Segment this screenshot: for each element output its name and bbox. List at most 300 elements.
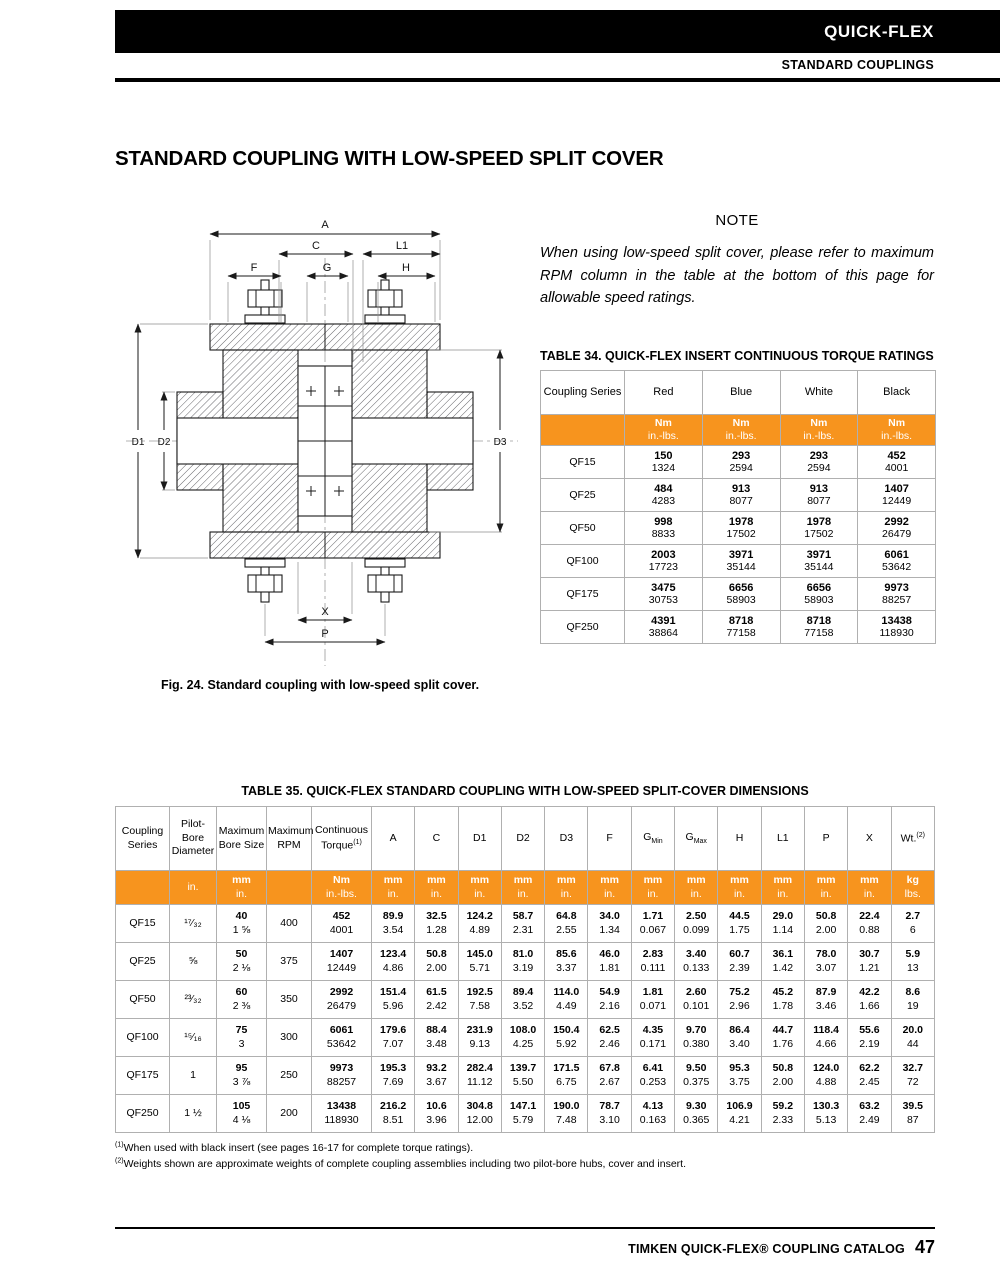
dimension-cell: [891, 1019, 934, 1057]
torque-cell: [858, 545, 936, 578]
unit-nm: Nm: [654, 417, 672, 429]
column-header-black: Black: [858, 371, 936, 415]
value-bottom: 4.25: [512, 1037, 534, 1050]
value-bottom: 2 ⅜: [232, 999, 251, 1012]
value-top: 42.2: [859, 985, 880, 998]
value-top: 171.5: [553, 1061, 580, 1074]
pilot-bore-cell: ²³⁄₃₂: [170, 981, 217, 1019]
unit-cell: [372, 871, 415, 905]
value-top: 22.4: [859, 909, 880, 922]
note-text: When using low-speed split cover, please refer to maximum RPM column in the table at the bottom of this page for allowable speed ratings.: [540, 245, 934, 307]
dimension-cell: [458, 905, 501, 943]
value-top: 150.4: [553, 1023, 580, 1036]
dimension-cell: [675, 943, 718, 981]
value-top: 216.2: [380, 1099, 407, 1112]
value-top: 63.2: [859, 1099, 880, 1112]
dimension-cell: [631, 1019, 674, 1057]
value-top: 8718: [806, 615, 832, 628]
bolt-washer: [365, 315, 405, 323]
value-bottom: 3.07: [815, 961, 837, 974]
value-bottom: 2.46: [599, 1037, 620, 1050]
value-top: 64.8: [556, 909, 577, 922]
value-top: 62.2: [859, 1061, 880, 1074]
table35-row: [116, 1095, 935, 1133]
column-header: Coupling Series: [116, 807, 170, 871]
value-bottom: 38864: [648, 627, 678, 640]
dimension-cell: [675, 905, 718, 943]
value-top: mm: [232, 874, 251, 887]
unit-inlbs: in.-lbs.: [803, 430, 835, 443]
value-bottom: 2.67: [599, 1075, 620, 1088]
value-bottom: 77158: [804, 627, 834, 640]
bolt-washer: [365, 559, 405, 567]
dim-label-a: A: [321, 219, 329, 231]
torque-cell: [702, 545, 780, 578]
torque-cell: [780, 512, 858, 545]
value-top: 6656: [728, 582, 754, 595]
value-top: 58.7: [512, 909, 534, 922]
column-header-blue: Blue: [702, 371, 780, 415]
dimension-cell: [675, 1095, 718, 1133]
value-bottom: 2.00: [426, 961, 447, 974]
column-header: $G_{Min}$: [631, 807, 674, 871]
value-top: 54.9: [599, 985, 620, 998]
dimension-cell: [675, 1019, 718, 1057]
value-top: 2.83: [642, 947, 664, 960]
dimension-cell: [718, 1095, 761, 1133]
value-top: 67.8: [599, 1061, 620, 1074]
dimension-cell: [372, 1019, 415, 1057]
value-top: 34.0: [599, 909, 620, 922]
value-top: 50: [235, 947, 248, 960]
value-bottom: 53642: [882, 561, 912, 574]
dimension-cell: [631, 1095, 674, 1133]
value-top: 452: [332, 909, 351, 922]
unit-cell: [631, 871, 674, 905]
unit-cell: [267, 871, 312, 905]
value-top: 231.9: [466, 1023, 493, 1036]
value-top: 452: [887, 450, 906, 463]
value-top: 3971: [806, 549, 832, 562]
value-top: 32.5: [426, 909, 447, 922]
value-top: 998: [654, 516, 673, 529]
value-top: 4.13: [642, 1099, 664, 1112]
column-header: $G_{Max}$: [675, 807, 718, 871]
table35-row: [116, 943, 935, 981]
value-top: 190.0: [553, 1099, 580, 1112]
dimension-cell: [804, 981, 847, 1019]
value-bottom: 3.19: [512, 961, 534, 974]
unit-cell: [718, 871, 761, 905]
value-top: mm: [427, 874, 446, 887]
value-top: 44.5: [729, 909, 750, 922]
table34-row: [541, 512, 936, 545]
value-top: 913: [809, 483, 829, 496]
series-cell: QF100: [541, 545, 625, 578]
dimension-cell: [501, 905, 544, 943]
dimension-cell: [588, 1057, 631, 1095]
unit-cell: [588, 871, 631, 905]
unit-cell: [501, 871, 544, 905]
value-top: 1978: [728, 516, 754, 529]
column-header: Continuous Torque$^{(1)}$: [312, 807, 372, 871]
column-header: Pilot-Bore Diameter: [170, 807, 217, 871]
value-bottom: in.: [235, 887, 248, 900]
table34-row: [541, 545, 936, 578]
value-top: 87.9: [815, 985, 837, 998]
value-top: 4391: [651, 615, 676, 628]
value-bottom: 3.37: [556, 961, 577, 974]
dimension-cell: [804, 1095, 847, 1133]
torque-cell: [625, 446, 703, 479]
brand-bar: [115, 10, 1000, 53]
value-bottom: 2.31: [512, 923, 534, 936]
dimension-cell: [891, 1095, 934, 1133]
value-top: 484: [654, 483, 673, 496]
table35-row: [116, 1019, 935, 1057]
value-bottom: 8833: [651, 528, 676, 541]
table34-row: [541, 578, 936, 611]
table34-row: [541, 611, 936, 644]
dimension-cell: [458, 943, 501, 981]
dimension-cell: [415, 1057, 458, 1095]
torque-cell: [858, 611, 936, 644]
value-top: 179.6: [380, 1023, 407, 1036]
value-bottom: 3 ⅞: [232, 1075, 251, 1088]
rpm-cell: 300: [267, 1019, 312, 1057]
value-bottom: 0.253: [639, 1075, 667, 1088]
footer: [628, 1237, 935, 1258]
value-top: 304.8: [466, 1099, 493, 1112]
unit-cell: [804, 871, 847, 905]
value-top: 145.0: [466, 947, 493, 960]
dimension-cell: [761, 1057, 804, 1095]
right-bore: [352, 418, 473, 464]
value-bottom: 5.79: [512, 1113, 534, 1126]
dimension-cell: [718, 1057, 761, 1095]
dimension-cell: [588, 1019, 631, 1057]
table34-row: [541, 479, 936, 512]
coupling-diagram: [108, 196, 532, 674]
value-top: 20.0: [902, 1023, 923, 1036]
value-top: 2.50: [686, 909, 707, 922]
value-bottom: 2.39: [729, 961, 750, 974]
table35-head: [116, 807, 935, 905]
value-bottom: 8.51: [382, 1113, 404, 1126]
series-cell: QF50: [541, 512, 625, 545]
value-bottom: 3: [238, 1037, 245, 1050]
unit-inlbs: in.-lbs.: [881, 430, 913, 443]
section-subtitle: STANDARD COUPLINGS: [781, 58, 934, 72]
bore-cell: [217, 943, 267, 981]
series-cell: QF25: [116, 943, 170, 981]
pilot-bore-cell: 1: [170, 1057, 217, 1095]
unit-cell: [761, 871, 804, 905]
torque-cell: [702, 446, 780, 479]
value-bottom: 2.19: [859, 1037, 880, 1050]
value-top: 3971: [728, 549, 754, 562]
value-bottom: 12449: [882, 495, 912, 508]
dimension-cell: [761, 1095, 804, 1133]
dimensions-section: [115, 784, 935, 1173]
value-top: 88.4: [426, 1023, 447, 1036]
dimension-cell: [761, 905, 804, 943]
value-bottom: 12.00: [466, 1113, 493, 1126]
value-bottom: 72: [906, 1075, 919, 1088]
value-top: 59.2: [772, 1099, 794, 1112]
value-bottom: 4.89: [469, 923, 490, 936]
value-bottom: 3.46: [815, 999, 837, 1012]
value-bottom: 5.92: [556, 1037, 577, 1050]
dim-label-x: X: [321, 606, 329, 618]
table35-header-row: [116, 807, 935, 871]
value-bottom: in.: [733, 887, 746, 900]
dim-label-d1: D1: [131, 437, 145, 448]
value-top: 4.35: [642, 1023, 664, 1036]
value-bottom: 3.67: [426, 1075, 447, 1088]
torque-cell: [702, 611, 780, 644]
value-top: 282.4: [466, 1061, 493, 1074]
dimension-cell: [545, 981, 588, 1019]
value-top: 114.0: [553, 985, 580, 998]
dimension-cell: [501, 981, 544, 1019]
unit-cell: [458, 871, 501, 905]
unit-cell: [217, 871, 267, 905]
column-header: Wt.$^{(2)}$: [891, 807, 934, 871]
series-cell: QF25: [541, 479, 625, 512]
value-bottom: 2.16: [599, 999, 620, 1012]
unit-cell: [858, 415, 936, 446]
dimension-cell: [458, 1057, 501, 1095]
value-top: 293: [731, 450, 751, 463]
dimension-cell: [312, 943, 372, 981]
torque-cell: [858, 446, 936, 479]
dimension-cell: [848, 905, 891, 943]
value-bottom: 13: [906, 961, 919, 974]
value-bottom: 0.380: [683, 1037, 710, 1050]
value-bottom: 0.133: [683, 961, 710, 974]
bore-cell: [217, 1095, 267, 1133]
value-bottom: 19: [906, 999, 919, 1012]
dimension-cell: [501, 1095, 544, 1133]
value-bottom: in.-lbs.: [326, 887, 357, 900]
series-cell: QF15: [116, 905, 170, 943]
value-top: 9973: [329, 1061, 354, 1074]
value-bottom: 2.96: [729, 999, 750, 1012]
value-bottom: in.: [474, 887, 486, 900]
unit-nm: Nm: [732, 417, 750, 429]
unit-cell: [545, 871, 588, 905]
value-top: 8718: [728, 615, 754, 628]
series-cell: QF50: [116, 981, 170, 1019]
dimension-cell: [891, 905, 934, 943]
value-top: 3475: [651, 582, 676, 595]
value-bottom: 2.42: [426, 999, 447, 1012]
dim-label-d2: D2: [157, 437, 171, 448]
dimension-cell: [501, 943, 544, 981]
dimension-cell: [631, 943, 674, 981]
footnote-1-text: When used with black insert (see pages 16-17 for complete torque ratings).: [123, 1142, 474, 1154]
unit-cell: [116, 871, 170, 905]
value-bottom: 4283: [651, 495, 676, 508]
dim-label-d3: D3: [493, 437, 507, 448]
table34-row: [541, 446, 936, 479]
unit-cell: [848, 871, 891, 905]
torque-cell: [625, 545, 703, 578]
value-bottom: 2 ⅛: [232, 961, 251, 974]
value-top: 108.0: [509, 1023, 537, 1036]
footnote-1: [115, 1140, 935, 1156]
dimension-cell: [312, 981, 372, 1019]
note-title: NOTE: [715, 212, 759, 229]
bore-cell: [217, 1019, 267, 1057]
column-header: F: [588, 807, 631, 871]
dim-label-h: H: [402, 262, 410, 274]
bolt-nut: [368, 290, 402, 307]
value-bottom: 1324: [651, 462, 676, 475]
left-bore: [177, 418, 298, 464]
value-top: mm: [860, 874, 879, 887]
value-top: 3.40: [686, 947, 707, 960]
unit-cell: [625, 415, 703, 446]
dimension-cell: [891, 1057, 934, 1095]
value-top: 139.7: [509, 1061, 537, 1074]
dim-label-p: P: [321, 628, 329, 640]
value-bottom: 118930: [324, 1113, 359, 1126]
value-bottom: 26479: [882, 528, 912, 541]
footnote-2-marker: (2): [115, 1157, 124, 1165]
column-header: A: [372, 807, 415, 871]
dimension-cell: [848, 1019, 891, 1057]
dimension-cell: [761, 1019, 804, 1057]
value-bottom: 1 ⅝: [232, 923, 251, 936]
bolt-nut: [368, 575, 402, 592]
value-top: 2003: [651, 549, 676, 562]
value-top: 29.0: [772, 909, 794, 922]
value-top: 93.2: [426, 1061, 447, 1074]
value-top: mm: [643, 874, 663, 887]
column-header: P: [804, 807, 847, 871]
series-cell: QF250: [541, 611, 625, 644]
value-bottom: 2.45: [859, 1075, 880, 1088]
column-header: L1: [761, 807, 804, 871]
value-bottom: in.: [517, 887, 529, 900]
note-section: [540, 212, 934, 310]
value-top: 2.60: [686, 985, 707, 998]
dimension-cell: [458, 1019, 501, 1057]
column-header: D3: [545, 807, 588, 871]
torque-cell: [780, 479, 858, 512]
dimension-cell: [631, 1057, 674, 1095]
value-bottom: 1.34: [599, 923, 620, 936]
value-top: 106.9: [726, 1099, 753, 1112]
dimension-cell: [848, 943, 891, 981]
value-bottom: 4.66: [815, 1037, 837, 1050]
dim-label-c: C: [312, 240, 320, 252]
dimension-cell: [501, 1057, 544, 1095]
value-bottom: 0.111: [640, 961, 666, 974]
pilot-bore-cell: ¹⁷⁄₃₂: [170, 905, 217, 943]
value-bottom: in.: [863, 887, 875, 900]
value-top: 60.7: [729, 947, 750, 960]
torque-cell: [858, 578, 936, 611]
value-bottom: 0.101: [683, 999, 710, 1012]
table35-body: [116, 905, 935, 1133]
dimension-cell: [675, 1057, 718, 1095]
dimension-cell: [458, 1095, 501, 1133]
unit-cell: [415, 871, 458, 905]
column-header: D2: [501, 807, 544, 871]
value-bottom: 3.75: [729, 1075, 750, 1088]
dimension-cell: [415, 943, 458, 981]
value-bottom: 88257: [882, 594, 912, 607]
table34-color-row: [541, 371, 936, 415]
value-bottom: 1.66: [859, 999, 880, 1012]
page-title: STANDARD COUPLING WITH LOW-SPEED SPLIT COVER: [115, 147, 664, 170]
value-top: 8.6: [905, 985, 921, 998]
value-bottom: 2.00: [815, 923, 837, 936]
value-top: 2992: [884, 516, 909, 529]
column-header: Maximum RPM: [267, 807, 312, 871]
value-bottom: 2594: [729, 462, 753, 475]
column-header: X: [848, 807, 891, 871]
torque-ratings-table: [540, 370, 936, 644]
value-bottom: 0.099: [683, 923, 710, 936]
value-top: 86.4: [729, 1023, 750, 1036]
dimension-cell: [631, 905, 674, 943]
value-bottom: 17723: [648, 561, 678, 574]
dimension-cell: [804, 1057, 847, 1095]
value-top: 85.6: [556, 947, 577, 960]
value-top: 147.1: [509, 1099, 537, 1112]
dimension-cell: [312, 905, 372, 943]
table35-row: [116, 1057, 935, 1095]
torque-cell: [780, 545, 858, 578]
torque-ratings-section: [540, 349, 936, 644]
value-bottom: 9.13: [469, 1037, 490, 1050]
value-top: 44.7: [772, 1023, 794, 1036]
value-bottom: 87: [906, 1113, 919, 1126]
value-bottom: 1.14: [772, 923, 794, 936]
value-bottom: in.: [777, 887, 789, 900]
value-bottom: 5.71: [469, 961, 490, 974]
value-top: 1978: [806, 516, 832, 529]
value-top: 95: [235, 1061, 248, 1074]
value-top: 50.8: [772, 1061, 794, 1074]
rpm-cell: 200: [267, 1095, 312, 1133]
value-bottom: 3.96: [426, 1113, 447, 1126]
value-top: 1.81: [642, 985, 664, 998]
dimension-cell: [588, 905, 631, 943]
value-bottom: 2.00: [772, 1075, 794, 1088]
value-bottom: 2594: [807, 462, 831, 475]
coupling-figure: [108, 196, 532, 692]
value-bottom: 0.375: [683, 1075, 710, 1088]
value-bottom: 8077: [729, 495, 753, 508]
value-bottom: 1.76: [772, 1037, 794, 1050]
value-top: 130.3: [812, 1099, 840, 1112]
value-top: 151.4: [380, 985, 407, 998]
dimension-cell: [312, 1057, 372, 1095]
dimension-cell: [761, 943, 804, 981]
value-top: 75: [235, 1023, 248, 1036]
unit-inlbs: in.-lbs.: [647, 430, 679, 443]
dimension-cell: [312, 1019, 372, 1057]
unit-nm: Nm: [810, 417, 828, 429]
value-top: mm: [686, 874, 706, 887]
dimension-cell: [718, 943, 761, 981]
torque-cell: [702, 479, 780, 512]
